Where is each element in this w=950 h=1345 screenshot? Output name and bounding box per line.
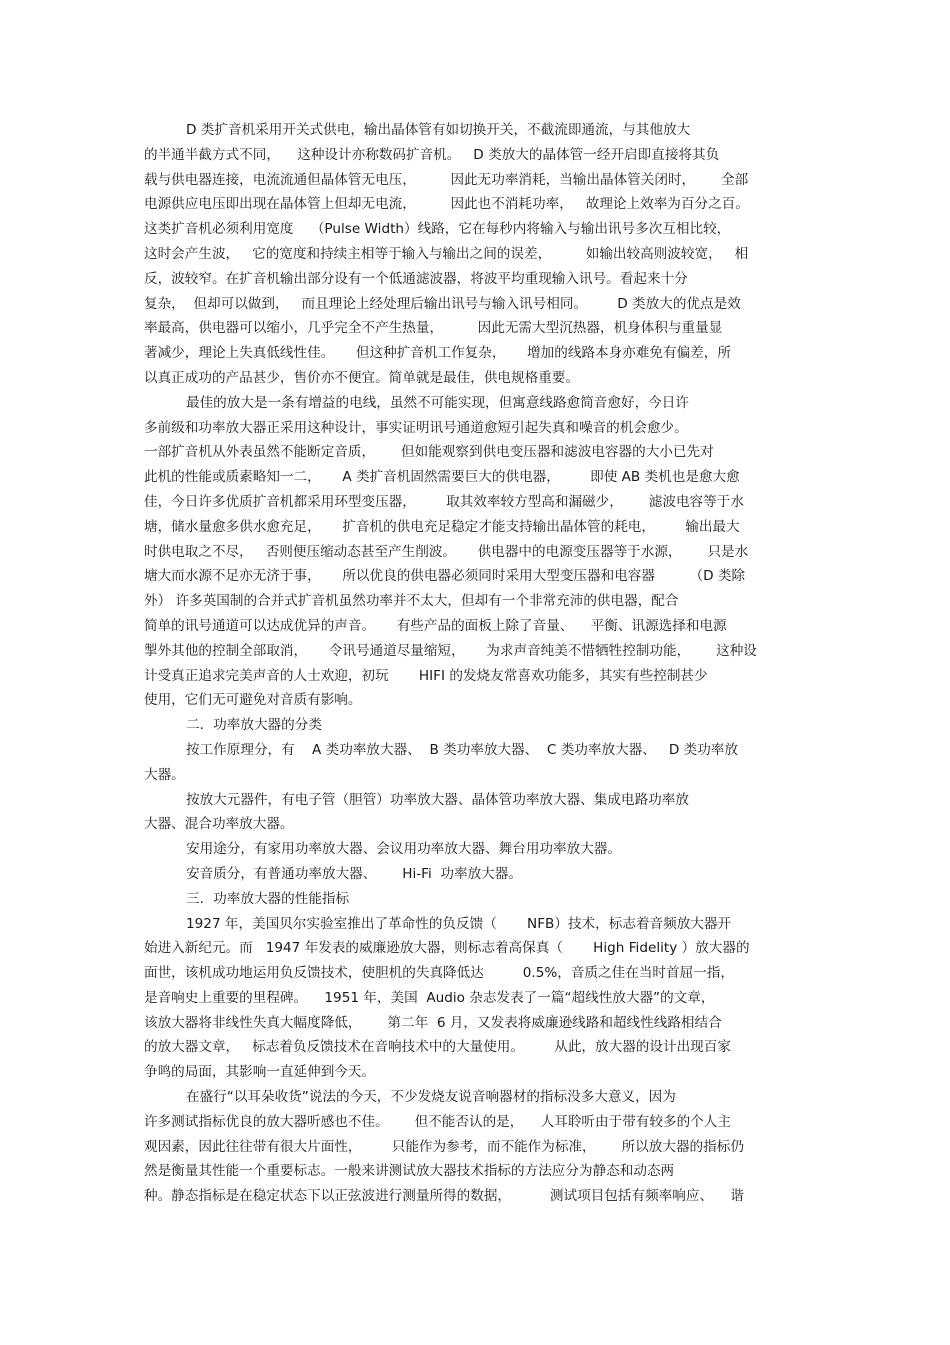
text-line: 最佳的放大是一条有增益的电线，虽然不可能实现，但寓意线路愈简音愈好，今日许 bbox=[186, 394, 689, 411]
text-line: 一部扩音机从外表虽然不能断定音质， 但如能观察到供电变压器和滤波电容器的大小已先对 bbox=[144, 444, 714, 461]
text-line: 安用途分，有家用功率放大器、会议用功率放大器、舞台用功率放大器。 bbox=[186, 841, 621, 858]
text-line: 电源供应电压即出现在晶体管上但却无电流， 因此也不消耗功率， 故理论上效率为百分之百。 bbox=[144, 196, 749, 213]
text-line: 安音质分，有普通功率放大器、 Hi-Fi 功率放大器。 bbox=[186, 865, 522, 882]
text-line: 使用，它们无可避免对音质有影响。 bbox=[144, 692, 362, 709]
text-line: 率最高，供电器可以缩小，几乎完全不产生热量， 因此无需大型沉热器，机身体积与重量显 bbox=[144, 320, 723, 337]
text-line: 面世，该机成功地运用负反馈技术，使胆机的失真降低达 0.5%，音质之佳在当时首屈一指， bbox=[144, 965, 734, 982]
text-line: 以真正成功的产品甚少，售价亦不便宜。简单就是最佳，供电规格重要。 bbox=[144, 369, 579, 386]
text-line: 三．功率放大器的性能指标 bbox=[186, 890, 350, 907]
text-line: 著减少，理论上失真低线性佳。 但这种扩音机工作复杂， 增加的线路本身亦难免有偏差，所 bbox=[144, 345, 731, 362]
document-page bbox=[144, 118, 808, 1209]
text-line: 许多测试指标优良的放大器听感也不佳。 但不能否认的是， 人耳聆听由于带有较多的个人主 bbox=[144, 1113, 731, 1130]
text-line: 二．功率放大器的分类 bbox=[186, 717, 322, 734]
text-line: 掣外其他的控制全部取消， 令讯号通道尽量缩短， 为求声音纯美不惜牺牲控制功能， 这种设 bbox=[144, 642, 757, 659]
text-line: 种。静态指标是在稳定状态下以正弦波进行测量所得的数据， 测试项目包括有频率响应、 谐 bbox=[144, 1188, 744, 1205]
text-line: 塘大而水源不足亦无济于事， 所以优良的供电器必须同时采用大型变压器和电容器 （D 类除 bbox=[144, 568, 746, 585]
text-line: 按工作原理分，有 A 类功率放大器、 B 类功率放大器、 C 类功率放大器、 D 类功率放 bbox=[186, 741, 738, 758]
text-line: 此机的性能或质素略知一二， A 类扩音机固然需要巨大的供电器， 即使 AB 类机也是愈大愈 bbox=[144, 469, 740, 486]
text-line: 按放大元器件，有电子管（胆管）功率放大器、晶体管功率放大器、集成电路功率放 bbox=[186, 791, 689, 808]
text-line: 这时会产生波， 它的宽度和持续主相等于输入与输出之间的误差， 如输出较高则波较宽， 相 bbox=[144, 245, 749, 262]
text-line: 载与供电器连接，电流流通但晶体管无电压， 因此无功率消耗，当输出晶体管关闭时， 全部 bbox=[144, 171, 749, 188]
text-line: 的半通半截方式不同， 这种设计亦称数码扩音机。 D 类放大的晶体管一经开启即直接将其负 bbox=[144, 146, 720, 163]
text-line: 1927 年，美国贝尔实验室推出了革命性的负反馈（ NFB）技术，标志着音频放大器开 bbox=[186, 915, 732, 932]
text-line: 然是衡量其性能一个重要标志。一般来讲测试放大器技术指标的方法应分为静态和动态两 bbox=[144, 1163, 675, 1180]
text-line: 简单的讯号通道可以达成优异的声音。 有些产品的面板上除了音量、 平衡、讯源选择和电源 bbox=[144, 617, 727, 634]
text-line: 外） 许多英国制的合并式扩音机虽然功率并不太大，但却有一个非常充沛的供电器，配合 bbox=[144, 593, 679, 610]
text-line: 始进入新纪元。而 1947 年发表的威廉逊放大器，则标志着高保真（ High Fidelity ）放大器的 bbox=[144, 940, 750, 957]
text-line: 大器、混合功率放大器。 bbox=[144, 816, 294, 833]
text-line: 计受真正追求完美声音的人士欢迎，初玩 HIFI 的发烧友常喜欢功能多，其实有些控制甚少 bbox=[144, 667, 708, 684]
text-line: 争鸣的局面，其影响一直延伸到今天。 bbox=[144, 1064, 376, 1081]
text-line: 塘，储水量愈多供水愈充足， 扩音机的供电充足稳定才能支持输出晶体管的耗电， 输出最大 bbox=[144, 518, 740, 535]
text-line: 在盛行“以耳朵收货”说法的今天，不少发烧友说音响器材的指标没多大意义，因为 bbox=[186, 1089, 676, 1106]
text-line: 大器。 bbox=[144, 766, 185, 783]
text-line: 反，波较窄。在扩音机输出部分设有一个低通滤波器，将波平均重现输入讯号。看起来十分 bbox=[144, 270, 688, 287]
text-line: 时供电取之不尽， 否则便压缩动态甚至产生削波。 供电器中的电源变压器等于水源， 只是水 bbox=[144, 543, 749, 560]
text-line: 是音响史上重要的里程碑。 1951 年，美国 Audio 杂志发表了一篇“超线性放大器”的文章， bbox=[144, 989, 715, 1006]
text-line: 该放大器将非线性失真大幅度降低， 第二年 6 月，又发表将威廉逊线路和超线性线路相结合 bbox=[144, 1014, 722, 1031]
text-line: 观因素，因此往往带有很大片面性， 只能作为参考，而不能作为标准， 所以放大器的指标仍 bbox=[144, 1138, 744, 1155]
text-line: 这类扩音机必须利用宽度 （Pulse Width）线路，它在每秒内将输入与输出讯号多次互相比较， bbox=[144, 221, 731, 238]
text-line: 佳，今日许多优质扩音机都采用环型变压器， 取其效率较方型高和漏磁少， 滤波电容等于水 bbox=[144, 493, 744, 510]
text-line: D 类扩音机采用开关式供电，输出晶体管有如切换开关，不截流即通流，与其他放大 bbox=[186, 122, 691, 138]
text-line: 的放大器文章， 标志着负反馈技术在音响技术中的大量使用。 从此，放大器的设计出现百家 bbox=[144, 1039, 731, 1056]
text-line: 多前级和功率放大器正采用这种设计，事实证明讯号通道愈短引起失真和噪音的机会愈少。 bbox=[144, 419, 688, 436]
text-line: 复杂， 但却可以做到， 而且理论上经处理后输出讯号与输入讯号相同。 D 类放大的优点是效 bbox=[144, 295, 741, 312]
